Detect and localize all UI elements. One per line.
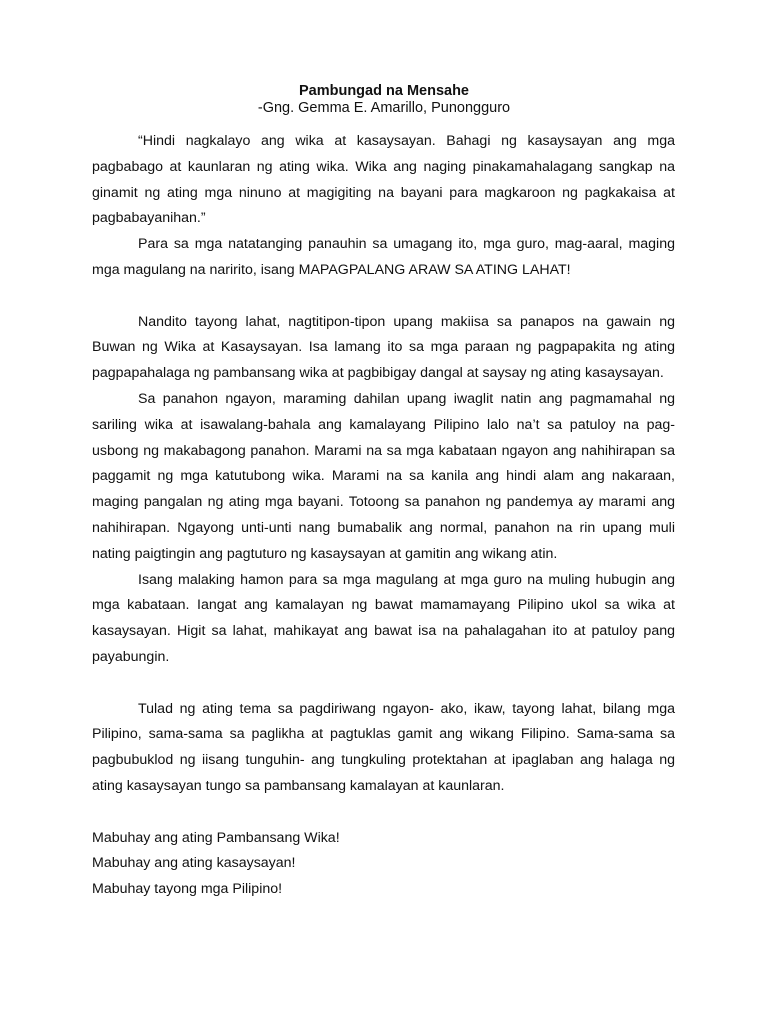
body-paragraph-present-times: Sa panahon ngayon, maraming dahilan upang iwaglit natin ang pagmamahal ng sariling wika at isawalang-bahala ang kamalayang Pilipino lalo na’t sa patuloy na pag-usbong ng makabagong panahon. Marami na sa mga kabataan ngayon ang nahihirapan sa paggamit ng mga katutubong wika. Marami na sa kanila ang hindi alam ang nakaraan, maging pangalan ng ating mga bayani. Totoong sa panahon ng pandemya ay marami ang nahihirapan. Ngayong unti-unti nang bumabalik ang normal, panahon na rin upang muli nating paigtingin ang pagtuturo ng kasaysayan at gamitin ang wikang atin.: [92, 390, 675, 562]
opening-quote-paragraph: “Hindi nagkalayo ang wika at kasaysayan. Bahagi ng kasaysayan ang mga pagbabago at kaunlaran ng ating wika. Wika ang naging pinakamahalagang sangkap na ginamit ng ating mga ninuno at magigiting na bayani para magkaroon ng pagkakaisa at pagbabayanihan.”: [92, 133, 675, 227]
document-title: Pambungad na Mensahe: [298, 83, 469, 99]
document-header: [0, 83, 768, 117]
document-author-line: -Gng. Gemma E. Amarillo, Punongguro: [257, 100, 511, 116]
body-paragraph-challenge: Isang malaking hamon para sa mga magulang at mga guro na muling hubugin ang mga kabataan. Iangat ang kamalayan ng bawat mamamayang Pilipino ukol sa wika at kasaysayan. Higit sa lahat, mahikayat ang bawat isa na pahalagahan ito at patuloy pang payabungin.: [92, 571, 675, 665]
body-paragraph-theme: Tulad ng ating tema sa pagdiriwang ngayon- ako, ikaw, tayong lahat, bilang mga Pilipino, sama-sama sa paglikha at pagtuklas gamit ang wikang Filipino. Sama-sama sa pagbubuklod ng iisang tunguhin- ang tungkuling protektahan at ipaglaban ang halaga ng ating kasaysayan tungo sa pambansang kamalayan at kaunlaran.: [92, 700, 675, 794]
paragraph-spacer: [92, 671, 675, 697]
document-body: [92, 129, 675, 903]
closing-line-kasaysayan: Mabuhay ang ating kasaysayan!: [92, 855, 296, 872]
paragraph-spacer: [92, 800, 675, 826]
paragraph-spacer: [92, 284, 675, 310]
closing-line-pilipino: Mabuhay tayong mga Pilipino!: [92, 881, 283, 898]
body-paragraph-gathering: Nandito tayong lahat, nagtitipon-tipon upang makiisa sa panapos na gawain ng Buwan ng Wika at Kasaysayan. Isa lamang ito sa mga paraan ng pagpapakita ng ating pagpapahalaga ng pambansang wika at pagbibigay dangal at saysay ng ating kasaysayan.: [92, 313, 675, 382]
greeting-paragraph: Para sa mga natatanging panauhin sa umagang ito, mga guro, mag-aaral, maging mga magulang na naririto, isang MAPAGPALANG ARAW SA ATING LAHAT!: [92, 236, 675, 278]
closing-line-wika: Mabuhay ang ating Pambansang Wika!: [92, 829, 340, 846]
